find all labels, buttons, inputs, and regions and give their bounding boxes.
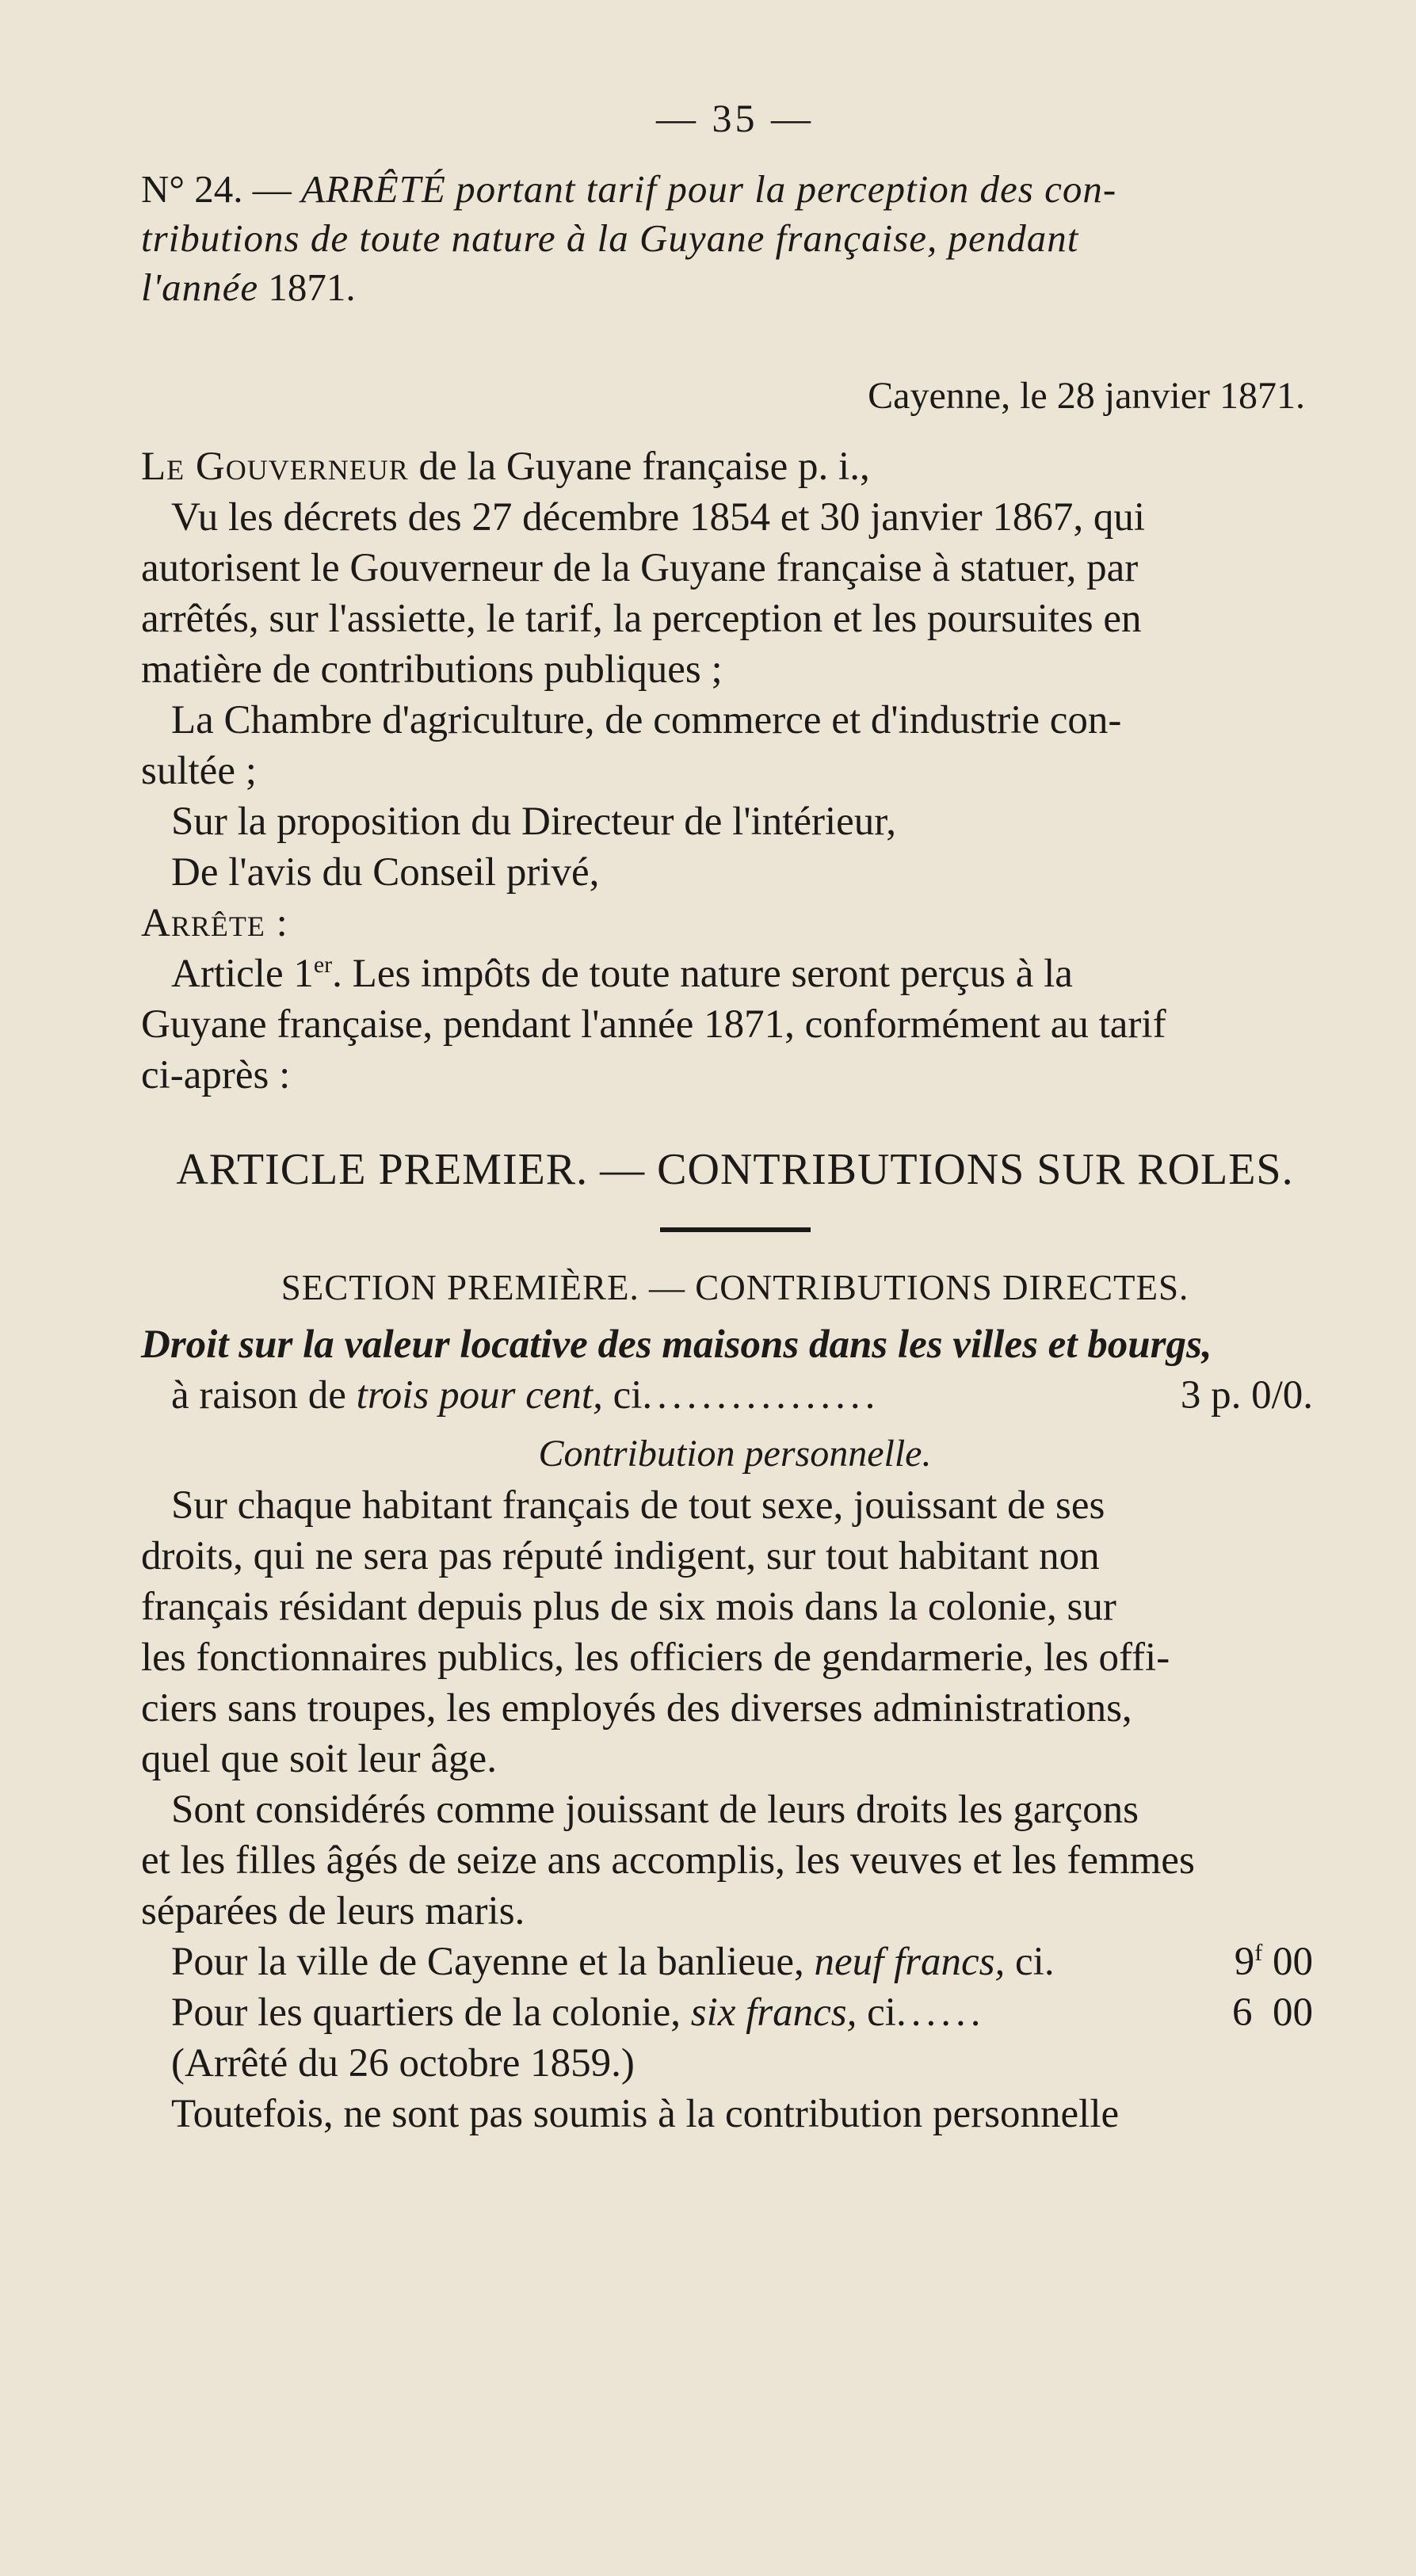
contribution-line-3: français résidant depuis plus de six mois dans la colonie, sur <box>141 1585 1116 1629</box>
title-word: ARRÊTÉ <box>300 167 446 211</box>
title-rest-2: tributions de toute nature à la Guyane française, pendant <box>141 216 1079 260</box>
contribution-line-7: Sont considérés comme jouissant de leurs droits les garçons <box>171 1788 1139 1832</box>
gouverneur-label: Le Gouverneur <box>141 445 409 489</box>
cayenne-text: Pour la ville de Cayenne et la banlieue, <box>171 1940 815 1984</box>
quartiers-line <box>141 1987 1329 2038</box>
title-year: 1871. <box>268 265 356 309</box>
chambre-line-2: sultée ; <box>141 749 257 793</box>
section-heading: SECTION PREMIÈRE. — CONTRIBUTIONS DIRECTES. <box>281 1268 1189 1307</box>
title-dash: — <box>252 167 292 211</box>
droit-line-2-b: ci <box>602 1373 643 1418</box>
contribution-line-8: et les filles âgés de seize ans accomplis, les veuves et les femmes <box>141 1838 1195 1883</box>
droit-paragraph <box>141 1319 1329 1421</box>
quartiers-text: Pour les quartiers de la colonie, <box>171 1990 691 2035</box>
quartiers-italic: six francs, <box>690 1990 857 2035</box>
preamble <box>141 441 1329 1101</box>
quartiers-value: 6 00 <box>1232 1990 1313 2035</box>
cayenne-italic: neuf francs, <box>814 1940 1006 1984</box>
droit-dots: ................ <box>642 1373 880 1418</box>
cayenne-line <box>141 1937 1329 1987</box>
droit-line-1: Droit sur la valeur locative des maisons dans les villes et bourgs, <box>141 1322 1212 1367</box>
vu-line-4: matière de contributions publiques ; <box>141 647 723 692</box>
avis-line: De l'avis du Conseil privé, <box>171 850 600 895</box>
contribution-line-6: quel que soit leur âge. <box>141 1737 497 1781</box>
heading-rule <box>660 1227 811 1232</box>
contribution-paragraph <box>141 1480 1329 2139</box>
droit-value: 3 p. 0/0. <box>1180 1373 1313 1418</box>
droit-line-2 <box>141 1370 1329 1421</box>
cayenne-ci: ci. <box>1005 1940 1055 1984</box>
vu-line-2: autorisent le Gouverneur de la Guyane française à statuer, par <box>141 546 1139 590</box>
vu-line-1: Vu les décrets des 27 décembre 1854 et 30 janvier 1867, qui <box>171 495 1146 540</box>
contribution-line-5: ciers sans troupes, les employés des diverses administrations, <box>141 1686 1132 1731</box>
place-date: Cayenne, le 28 janvier 1871. <box>868 375 1305 417</box>
quartiers-dots: ...... <box>895 1990 986 2035</box>
arrete-label: Arrête : <box>141 901 288 945</box>
contribution-title: Contribution personnelle. <box>538 1433 932 1475</box>
proposition-line: Sur la proposition du Directeur de l'intérieur, <box>171 800 896 844</box>
article-1-label: Article 1 <box>171 952 314 996</box>
title-rest-3: l'année <box>141 265 259 309</box>
contribution-line-4: les fonctionnaires publics, les officiers de gendarmerie, les offi- <box>141 1635 1170 1680</box>
article-1-sup: er <box>313 952 333 978</box>
toutefois-line: Toutefois, ne sont pas soumis à la contribution personnelle <box>171 2092 1120 2136</box>
cayenne-value-b: 00 <box>1262 1940 1313 1984</box>
gouverneur-rest: de la Guyane française p. i., <box>408 445 870 489</box>
cayenne-value-a: 9 <box>1234 1940 1255 1984</box>
cayenne-value-sup: f <box>1254 1940 1263 1966</box>
contribution-line-1: Sur chaque habitant français de tout sexe, jouissant de ses <box>171 1483 1105 1528</box>
decree-title <box>141 165 1329 312</box>
article-1-line-1 <box>141 948 1329 999</box>
chambre-line-1: La Chambre d'agriculture, de commerce et d'industrie con- <box>171 698 1122 742</box>
decree-number: N° 24. <box>141 167 243 211</box>
vu-line-3: arrêtés, sur l'assiette, le tarif, la perception et les poursuites en <box>141 597 1142 641</box>
contribution-line-9: séparées de leurs maris. <box>141 1889 525 1933</box>
arrete-reference: (Arrêté du 26 octobre 1859.) <box>171 2041 635 2086</box>
title-rest-1: portant tarif pour la perception des con- <box>456 167 1117 211</box>
droit-line-2-a: à raison de <box>171 1373 357 1418</box>
article-1-line-2: Guyane française, pendant l'année 1871, conformément au tarif <box>141 1002 1166 1047</box>
article-1-line-3: ci-après : <box>141 1053 291 1097</box>
page-number: — 35 — <box>656 96 814 140</box>
cayenne-value <box>1235 1937 1313 1987</box>
droit-line-2-italic: trois pour cent, <box>356 1373 603 1418</box>
article-1-text: . Les impôts de toute nature seront perçus à la <box>332 952 1073 996</box>
quartiers-ci: ci <box>857 1990 896 2035</box>
article-heading: ARTICLE PREMIER. — CONTRIBUTIONS SUR ROLES. <box>176 1145 1294 1194</box>
contribution-line-2: droits, qui ne sera pas réputé indigent, sur tout habitant non <box>141 1534 1100 1578</box>
